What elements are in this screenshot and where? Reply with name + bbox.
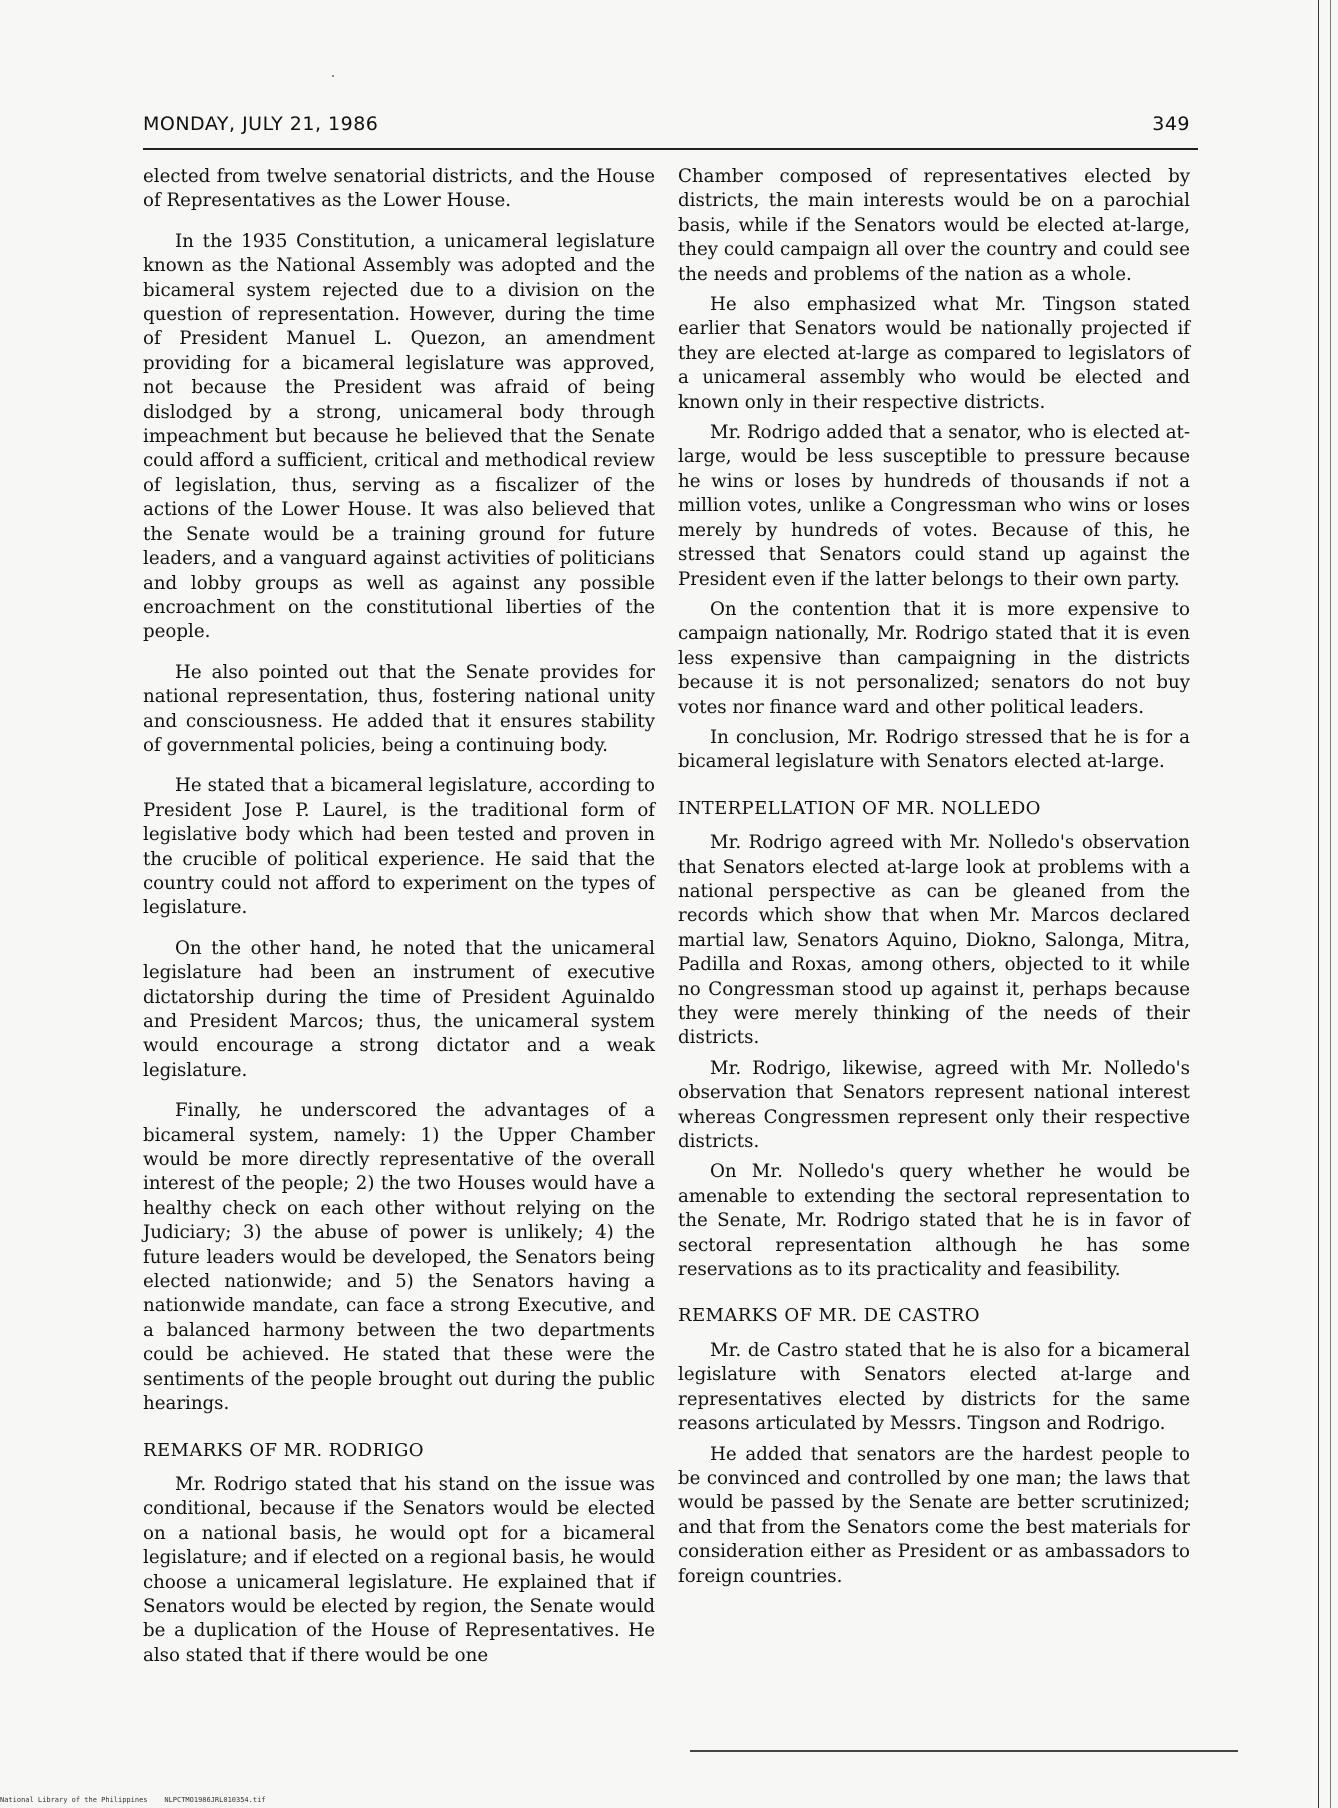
page-number: 349 [1152, 113, 1190, 135]
paragraph: Finally, he underscored the advantages of a bicameral system, namely: 1) the Upper Chamber would be more directly representative of the overall interest of the people; 2) the two Houses would have a healthy check on each other without relying on the Judiciary; 3) the abuse of power is unlikely; 4) the future leaders would be developed, the Senators being elected nationwide; and 5) the Senators having a nationwide mandate, can face a strong Executive, and a balanced harmony between the two departments could be achieved. He stated that these were the sentiments of the people brought out during the public hearings. [143, 1100, 655, 1415]
bottom-rule [690, 1750, 1238, 1752]
paragraph: He also emphasized what Mr. Tingson stated earlier that Senators would be nationally projected if they are elected at-large as compared to legislators of a unicameral assembly who would be elected and known only in their respective districts. [678, 294, 1190, 413]
paragraph: Mr. Rodrigo agreed with Mr. Nolledo's observation that Senators elected at-large look at problems with a national perspective as can be gleaned from the records which show that when Mr. Marcos declared martial law, Senators Aquino, Diokno, Salonga, Mitra, Padilla and Roxas, among others, objected to it while no Congressman stood up against it, perhaps because they were merely thinking of the needs of their districts. [678, 832, 1190, 1049]
paragraph: elected from twelve senatorial districts, and the House of Representatives as the Lower House. [143, 166, 655, 212]
paragraph: Mr. Rodrigo, likewise, agreed with Mr. Nolledo's observation that Senators represent national interest whereas Congressmen represent only their respective districts. [678, 1057, 1190, 1153]
scan-footer-note: National Library of the Philippines NLPCTMO1986JRL010354.tif [0, 1796, 266, 1804]
paragraph: Mr. Rodrigo stated that his stand on the issue was conditional, because if the Senators would be elected on a national basis, he would opt for a bicameral legislature; and if elected on a regional basis, he would choose a unicameral legislature. He explained that if Senators would be elected by region, the Senate would be a duplication of the House of Representatives. He also stated that if there would be one [143, 1473, 655, 1666]
paragraph: On the other hand, he noted that the unicameral legislature had been an instrument of executive dictatorship during the time of President Aguinaldo and President Marcos; thus, the unicameral system would encourage a strong dictator and a weak legislature. [143, 937, 655, 1081]
page-edge-line-outer [1330, 0, 1331, 1808]
paragraph: In the 1935 Constitution, a unicameral legislature known as the National Assembly was adopted and the bicameral system rejected due to a division on the question of representation. However, during the time of President Manuel L. Quezon, an amendment providing for a bicameral legislature was approved, not because the President was afraid of being dislodged by a strong, unicameral body through impeachment but because he believed that the Senate could afford a sufficient, critical and methodical review of legislation, thus, serving as a fiscalizer of the actions of the Lower House. It was also believed that the Senate would be a training ground for future leaders, and a vanguard against activities of politicians and lobby groups as well as against any possible encroachment on the constitutional liberties of the people. [143, 230, 655, 643]
scan-speck [332, 75, 334, 77]
header-rule [143, 148, 1198, 150]
paragraph: Mr. de Castro stated that he is also for a bicameral legislature with Senators elected at-large and representatives elected by districts for the same reasons articulated by Messrs. Tingson and Rodrigo. [678, 1339, 1190, 1435]
page-header [143, 113, 1190, 143]
paragraph: On the contention that it is more expensive to campaign nationally, Mr. Rodrigo stated that it is even less expensive than campaigning in the districts because it is not personalized; senators do not buy votes nor finance ward and other political leaders. [678, 598, 1190, 718]
section-heading: REMARKS OF MR. RODRIGO [143, 1439, 424, 1461]
paragraph: He added that senators are the hardest people to be convinced and controlled by one man; the laws that would be passed by the Senate are better scrutinized; and that from the Senators come the best materials for consideration either as President or as ambassadors to foreign countries. [678, 1443, 1190, 1587]
left-column [143, 165, 655, 1668]
paragraph: In conclusion, Mr. Rodrigo stressed that he is for a bicameral legislature with Senators elected at-large. [678, 726, 1190, 773]
paragraph: On Mr. Nolledo's query whether he would be amenable to extending the sectoral representation to the Senate, Mr. Rodrigo stated that he is in favor of sectoral representation although he has some reservations as to its practicality and feasibility. [678, 1161, 1190, 1281]
paragraph: He stated that a bicameral legislature, according to President Jose P. Laurel, is the traditional form of legislative body which had been tested and proven in the crucible of political experience. He said that the country could not afford to experiment on the types of legislature. [143, 775, 655, 919]
header-date: MONDAY, JULY 21, 1986 [143, 113, 379, 135]
section-heading: REMARKS OF MR. DE CASTRO [678, 1305, 980, 1327]
right-column [678, 165, 1190, 1589]
paragraph: Mr. Rodrigo added that a senator, who is elected at-large, would be less susceptible to pressure because he wins or loses by hundreds of thousands if not a million votes, unlike a Congressman who wins or loses merely by hundreds of votes. Because of this, he stressed that Senators could stand up against the President even if the latter belongs to their own party. [678, 422, 1190, 590]
paragraph: He also pointed out that the Senate provides for national representation, thus, fostering national unity and consciousness. He added that it ensures stability of governmental policies, being a continuing body. [143, 661, 655, 756]
paragraph: Chamber composed of representatives elected by districts, the main interests would be on a parochial basis, while if the Senators would be elected at-large, they could campaign all over the country and could see the needs and problems of the nation as a whole. [678, 166, 1190, 285]
section-heading: INTERPELLATION OF MR. NOLLEDO [678, 797, 1041, 819]
page-edge-line [1318, 0, 1319, 1808]
